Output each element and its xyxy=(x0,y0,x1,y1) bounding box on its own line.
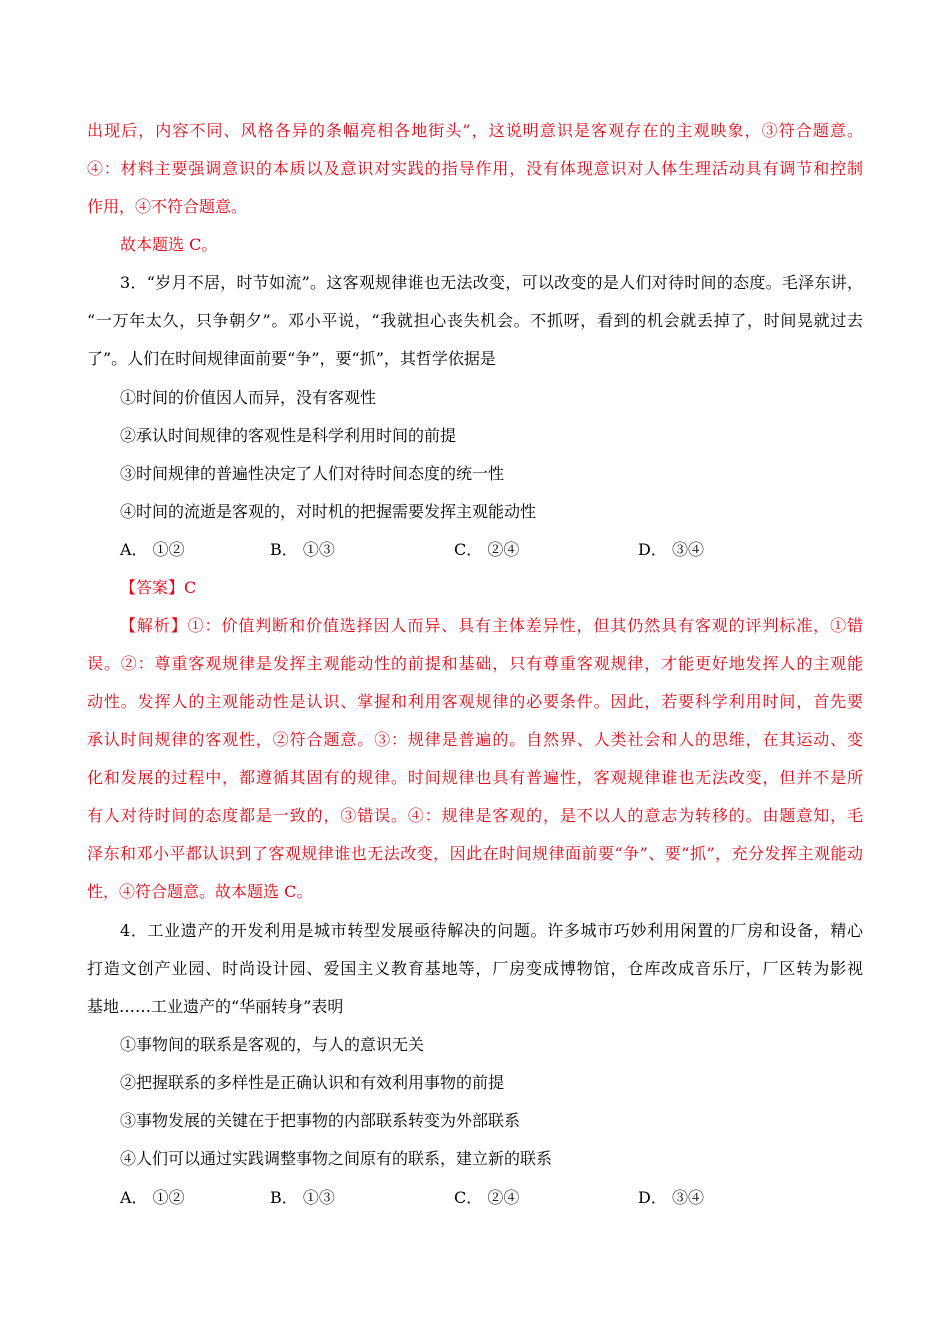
q4-statement-1: ①事物间的联系是客观的，与人的意识无关 xyxy=(120,1035,425,1054)
option-letter: A． xyxy=(120,1188,148,1207)
option-value: ③④ xyxy=(671,540,704,559)
q3-stem-line-3: 了”。人们在时间规律面前要“争”，要“抓”，其哲学依据是 xyxy=(87,349,496,368)
option-value: ③④ xyxy=(671,1188,704,1207)
q4-statement-2: ②把握联系的多样性是正确认识和有效利用事物的前提 xyxy=(120,1073,505,1092)
q4-stem-line-2: 打造文创产业园、时尚设计园、爱国主义教育基地等，厂房变成博物馆，仓库改成音乐厅，厂区转为影视 xyxy=(87,959,863,978)
q3-analysis-line-3: 动性。发挥人的主观能动性是认识、掌握和利用客观规律的必要条件。因此，若要科学利用时间，首先要 xyxy=(87,692,863,711)
q3-statement-3: ③时间规律的普遍性决定了人们对待时间态度的统一性 xyxy=(120,464,505,483)
q2-analysis-line-1: 出现后，内容不同、风格各异的条幅亮相各地街头”，这说明意识是客观存在的主观映象，③符合题意。 xyxy=(87,121,863,140)
option-value: ①③ xyxy=(302,540,335,559)
option-letter: C． xyxy=(454,1188,483,1207)
q3-analysis-line-6: 有人对待时间的态度都是一致的，③错误。④：规律是客观的，是不以人的意志为转移的。由题意知，毛 xyxy=(87,806,863,825)
q4-stem-line-3: 基地……工业遗产的“华丽转身”表明 xyxy=(87,997,344,1016)
q3-statement-2: ②承认时间规律的客观性是科学利用时间的前提 xyxy=(120,426,457,445)
option-value: ①② xyxy=(152,540,185,559)
option-value: ①③ xyxy=(302,1188,335,1207)
q4-option-a[interactable] xyxy=(120,1186,185,1210)
q3-stem-line-2: “一万年太久，只争朝夕”。邓小平说，“我就担心丧失机会。不抓呀，看到的机会就丢掉了，时间晃就过去 xyxy=(87,311,863,330)
q3-option-a[interactable] xyxy=(120,538,185,562)
option-letter: B． xyxy=(270,1188,298,1207)
q4-option-b[interactable] xyxy=(270,1186,335,1210)
q3-statement-1: ①时间的价值因人而异，没有客观性 xyxy=(120,388,377,407)
q3-statement-4: ④时间的流逝是客观的，对时机的把握需要发挥主观能动性 xyxy=(120,502,537,521)
q3-analysis-line-1: 【解析】①：价值判断和价值选择因人而异、具有主体差异性，但其仍然具有客观的评判标准，①错 xyxy=(120,616,863,635)
option-value: ①② xyxy=(152,1188,185,1207)
option-letter: D． xyxy=(638,540,667,559)
q2-analysis-line-3: 作用，④不符合题意。 xyxy=(87,197,248,216)
q3-analysis-line-7: 泽东和邓小平都认识到了客观规律谁也无法改变，因此在时间规律面前要“争”、要“抓”，充分发挥主观能动 xyxy=(87,844,863,863)
option-value: ②④ xyxy=(487,1188,520,1207)
q3-analysis-line-8: 性，④符合题意。故本题选 C。 xyxy=(87,882,313,901)
q4-stem-line-1: 4．工业遗产的开发利用是城市转型发展亟待解决的问题。许多城市巧妙利用闲置的厂房和设备，精心 xyxy=(120,921,863,940)
q3-options xyxy=(120,538,863,562)
q4-statement-3: ③事物发展的关键在于把事物的内部联系转变为外部联系 xyxy=(120,1111,521,1130)
option-letter: D． xyxy=(638,1188,667,1207)
q3-analysis-line-2: 误。②：尊重客观规律是发挥主观能动性的前提和基础，只有尊重客观规律，才能更好地发挥人的主观能 xyxy=(87,654,863,673)
q3-option-c[interactable] xyxy=(454,538,519,562)
q2-conclusion: 故本题选 C。 xyxy=(120,235,218,254)
q4-option-d[interactable] xyxy=(638,1186,704,1210)
option-letter: B． xyxy=(270,540,298,559)
q3-analysis-line-5: 化和发展的过程中，都遵循其固有的规律。时间规律也具有普遍性，客观规律谁也无法改变，但并不是所 xyxy=(87,768,863,787)
q2-analysis-line-2: ④：材料主要强调意识的本质以及意识对实践的指导作用，没有体现意识对人体生理活动具有调节和控制 xyxy=(87,159,863,178)
option-value: ②④ xyxy=(487,540,520,559)
q3-option-d[interactable] xyxy=(638,538,704,562)
q3-option-b[interactable] xyxy=(270,538,335,562)
option-letter: A． xyxy=(120,540,148,559)
q4-options xyxy=(120,1186,863,1210)
q3-analysis-line-4: 承认时间规律的客观性，②符合题意。③：规律是普遍的。自然界、人类社会和人的思维，在其运动、变 xyxy=(87,730,863,749)
q4-option-c[interactable] xyxy=(454,1186,519,1210)
q3-stem-line-1: 3．“岁月不居，时节如流”。这客观规律谁也无法改变，可以改变的是人们对待时间的态度。毛泽东讲， xyxy=(120,273,863,292)
q4-statement-4: ④人们可以通过实践调整事物之间原有的联系，建立新的联系 xyxy=(120,1149,553,1168)
option-letter: C． xyxy=(454,540,483,559)
q3-answer: 【答案】C xyxy=(120,578,197,597)
